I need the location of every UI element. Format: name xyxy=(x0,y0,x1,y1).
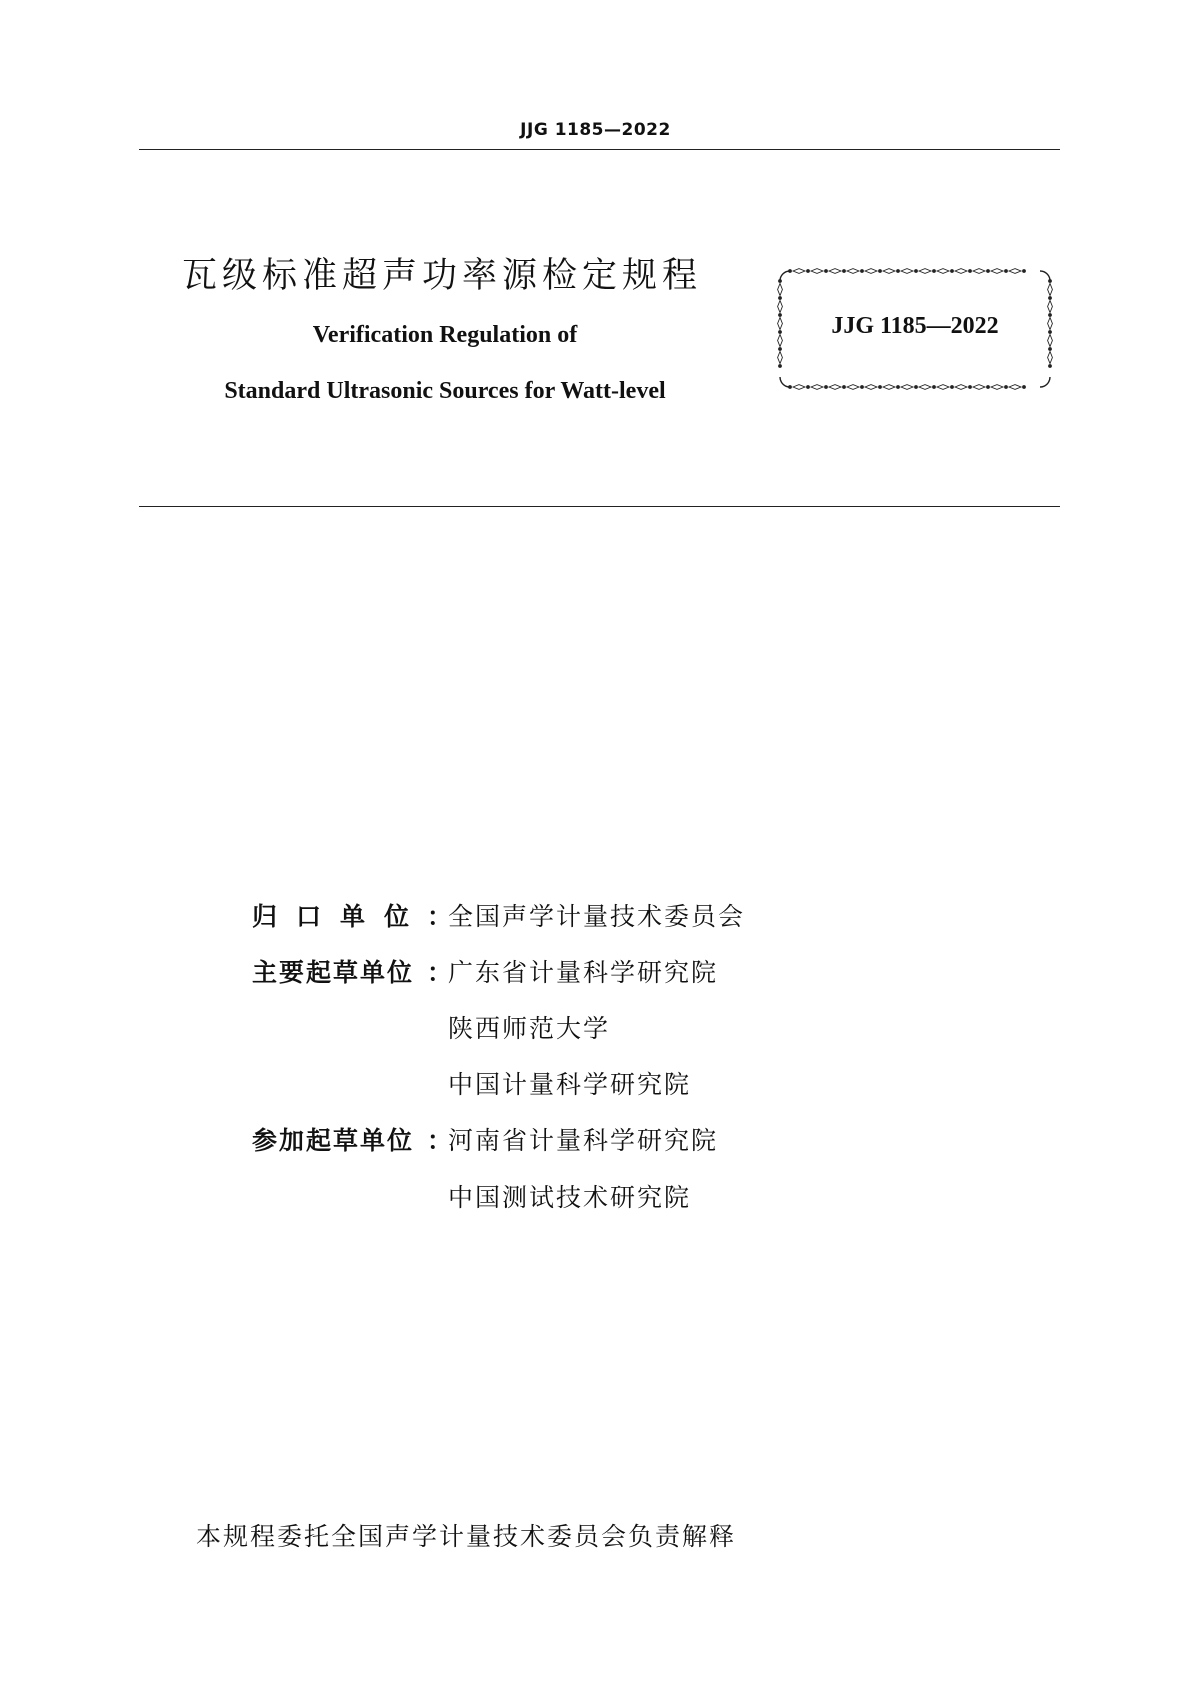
border-corner xyxy=(780,271,790,281)
label-colon: ： xyxy=(427,958,453,987)
border-diamond xyxy=(778,352,783,364)
border-diamond xyxy=(793,385,805,390)
border-diamond xyxy=(883,269,895,274)
border-dot xyxy=(914,385,918,389)
border-dot xyxy=(878,269,882,273)
title-chinese: 瓦级标准超声功率源检定规程 xyxy=(182,256,703,296)
bottom-rule xyxy=(139,506,1060,507)
standard-code-box xyxy=(776,267,1054,391)
border-diamond xyxy=(811,385,823,390)
border-diamond xyxy=(1048,284,1053,296)
main-drafting-unit-3: 中国计量科学研究院 xyxy=(448,1070,692,1099)
border-diamond xyxy=(847,385,859,390)
border-diamond xyxy=(1048,301,1053,313)
border-dot xyxy=(1004,385,1008,389)
border-diamond xyxy=(829,269,841,274)
border-diamond xyxy=(955,269,967,274)
border-dot xyxy=(806,269,810,273)
participating-unit-2: 中国测试技术研究院 xyxy=(448,1183,692,1212)
border-dot xyxy=(842,269,846,273)
border-dot xyxy=(986,385,990,389)
border-diamond xyxy=(1009,385,1021,390)
border-dot xyxy=(806,385,810,389)
label-colon: ： xyxy=(427,902,453,931)
border-diamond xyxy=(778,301,783,313)
border-dot xyxy=(968,385,972,389)
border-dot xyxy=(878,385,882,389)
border-diamond xyxy=(847,269,859,274)
border-diamond xyxy=(991,385,1003,390)
border-diamond xyxy=(778,284,783,296)
border-diamond xyxy=(937,385,949,390)
standard-code-box-text: JJG 1185—2022 xyxy=(831,313,999,339)
border-dot xyxy=(932,385,936,389)
participating-label: 参加起草单位 xyxy=(252,1126,415,1155)
responsible-unit-value: 全国声学计量技术委员会 xyxy=(448,902,746,931)
border-corner xyxy=(780,377,790,387)
border-diamond xyxy=(973,385,985,390)
border-diamond xyxy=(865,385,877,390)
border-dot xyxy=(950,269,954,273)
border-dot xyxy=(968,269,972,273)
border-dot xyxy=(824,385,828,389)
border-dot xyxy=(778,364,782,368)
main-drafting-unit-1: 广东省计量科学研究院 xyxy=(448,958,719,987)
main-drafting-unit-2: 陕西师范大学 xyxy=(448,1014,611,1043)
border-dot xyxy=(788,385,792,389)
border-diamond xyxy=(955,385,967,390)
border-dot xyxy=(1022,385,1026,389)
border-diamond xyxy=(1048,352,1053,364)
participating-unit-1: 河南省计量科学研究院 xyxy=(448,1126,719,1155)
border-dot xyxy=(950,385,954,389)
border-dot xyxy=(986,269,990,273)
border-diamond xyxy=(829,385,841,390)
border-dot xyxy=(932,269,936,273)
border-diamond xyxy=(937,269,949,274)
main-drafting-label: 主要起草单位 xyxy=(252,958,415,987)
border-corner xyxy=(1040,271,1050,281)
title-english-line1: Verification Regulation of xyxy=(312,322,578,348)
running-header-code: JJG 1185—2022 xyxy=(520,120,671,140)
border-diamond xyxy=(991,269,1003,274)
border-dot xyxy=(842,385,846,389)
title-english-line2: Standard Ultrasonic Sources for Watt-level xyxy=(224,378,666,404)
border-diamond xyxy=(973,269,985,274)
interpretation-note: 本规程委托全国声学计量技术委员会负责解释 xyxy=(196,1522,737,1551)
border-dot xyxy=(860,385,864,389)
border-diamond xyxy=(883,385,895,390)
border-dot xyxy=(860,269,864,273)
border-dot xyxy=(824,269,828,273)
border-diamond xyxy=(901,385,913,390)
border-diamond xyxy=(865,269,877,274)
border-dot xyxy=(914,269,918,273)
border-diamond xyxy=(1009,269,1021,274)
label-colon: ： xyxy=(427,1126,453,1155)
border-diamond xyxy=(919,385,931,390)
responsible-unit-label: 归口单位 xyxy=(252,902,429,931)
border-corner xyxy=(1040,377,1050,387)
top-rule xyxy=(139,149,1060,150)
border-diamond xyxy=(811,269,823,274)
border-dot xyxy=(1048,364,1052,368)
border-diamond xyxy=(901,269,913,274)
border-dot xyxy=(896,385,900,389)
border-dot xyxy=(788,269,792,273)
border-dot xyxy=(1022,269,1026,273)
border-dot xyxy=(1004,269,1008,273)
border-diamond xyxy=(919,269,931,274)
border-diamond xyxy=(793,269,805,274)
border-dot xyxy=(896,269,900,273)
